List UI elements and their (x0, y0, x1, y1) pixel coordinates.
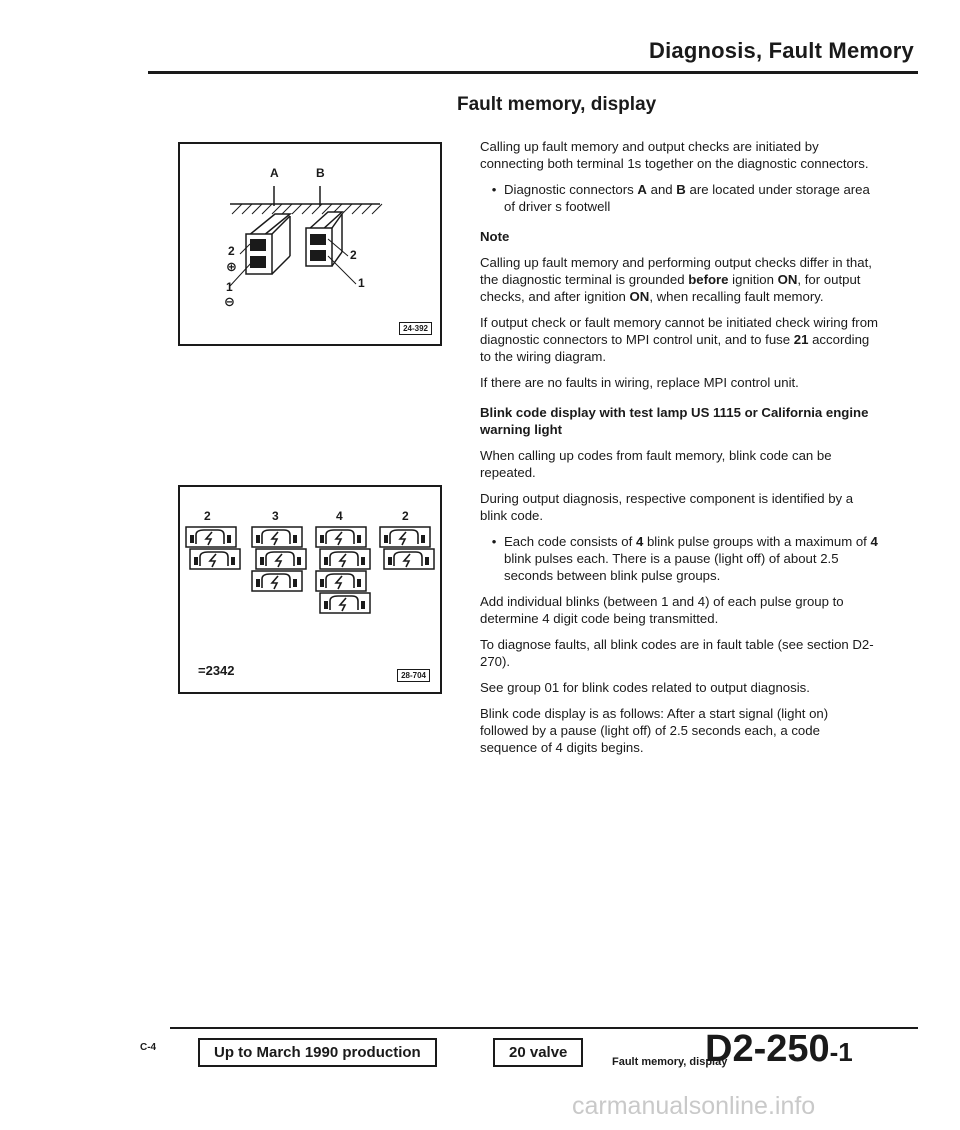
connector-b-ref: B (676, 182, 686, 197)
page-header-title: Diagnosis, Fault Memory (649, 38, 914, 63)
bullet-connector-location (480, 181, 880, 215)
paragraph-repeat-codes: When calling up codes from fault memory, blink code can be repeated. (480, 448, 832, 480)
blink-lamp-icon (316, 527, 366, 547)
blink-group-1-count: 2 (204, 509, 211, 523)
paragraph-add-blinks: Add individual blinks (between 1 and 4) of each pulse group to determine 4 digit code being transmitted. (480, 594, 844, 626)
plus-terminal-icon: ⊕ (226, 259, 237, 274)
footer-production-box: Up to March 1990 production (198, 1038, 437, 1067)
bullet-dot: • (491, 534, 497, 549)
terminal-2-left-label: 2 (228, 244, 235, 258)
blink-lamp-icon (190, 549, 240, 569)
paragraph-output-diagnosis: During output diagnosis, respective component is identified by a blink code. (480, 491, 854, 523)
blink-lamp-icon (252, 571, 302, 591)
blink-lamp-icon (320, 549, 370, 569)
section-title: Fault memory, display (457, 94, 657, 115)
paragraph-wiring-check: If output check or fault memory cannot be initiated check wiring from diagnostic connectors to MPI control unit, and to fuse 21 according to the wiring diagram. (480, 315, 879, 364)
footer-valve-box: 20 valve (493, 1038, 583, 1067)
paragraph-note: Calling up fault memory and performing output checks differ in that, the diagnostic terminal is grounded before ignition ON, for output checks, and after ignition ON, when recalling fault memory. (480, 255, 872, 304)
figure-reference-number: 28-704 (397, 669, 430, 682)
connector-b (306, 186, 342, 266)
page-number-sub: -1 (829, 1037, 853, 1067)
blink-group-4-count: 2 (402, 509, 409, 523)
blink-lamp-icon (320, 593, 370, 613)
bullet-dot: • (491, 182, 497, 197)
bullet-text: Diagnostic connectors (504, 182, 638, 197)
footer-section-name: Fault memory, display (612, 1056, 728, 1068)
paragraph-fault-table: To diagnose faults, all blink codes are in fault table (see section D2-270). (480, 637, 874, 669)
blink-group-3-count: 4 (336, 509, 343, 523)
terminal-1-right-label: 1 (358, 276, 365, 290)
blink-lamp-icon (384, 549, 434, 569)
terminal-2-right-label: 2 (350, 248, 357, 262)
connector-b-label: B (316, 166, 325, 180)
paragraph-display-sequence: Blink code display is as follows: After a start signal (light on) followed by a pause (light off) of 2.5 seconds each, a code sequence of 4 digits begins. (480, 706, 829, 755)
blink-lamp-icon (252, 527, 302, 547)
figure-reference-number: 24-392 (399, 322, 432, 335)
bullet-pulse-groups: • Each code consists of 4 blink pulse groups with a maximum of 4 blink pulses each. There is a pause (light off) of about 2.5 seconds between blink pulse groups. (480, 533, 880, 584)
blink-lamp-grid (180, 487, 440, 657)
connector-drawing (180, 144, 440, 344)
paragraph-replace-unit: If there are no faults in wiring, replace MPI control unit. (480, 375, 799, 390)
blink-group-2-count: 3 (272, 509, 279, 523)
watermark-logo: carmanualsonline.info (572, 1092, 816, 1120)
connector-a (246, 186, 290, 274)
connector-a-label: A (270, 166, 279, 180)
blink-code-result: =2342 (198, 663, 235, 678)
connector-illustration (178, 142, 442, 346)
connector-a-ref: A (637, 182, 647, 197)
blink-lamp-icon (316, 571, 366, 591)
terminal-1-left-label: 1 (226, 280, 233, 294)
bullet-text: and (646, 182, 677, 197)
header-rule (148, 71, 918, 74)
bullet-text: are located under storage area of driver s footwell (504, 182, 870, 214)
surface-hatch (232, 204, 382, 214)
paragraph-group-01: See group 01 for blink codes related to output diagnosis. (480, 680, 810, 695)
note-heading: Note (480, 229, 510, 244)
blink-code-illustration (178, 485, 442, 694)
blink-code-heading: Blink code display with test lamp US 1115 or California engine warning light (480, 405, 869, 437)
instruction-text (480, 138, 880, 765)
footer-page-number (705, 1028, 853, 1071)
paragraph-intro: Calling up fault memory and output checks are initiated by connecting both terminal 1s together on the diagnostic connectors. (480, 139, 869, 171)
blink-lamp-icon (256, 549, 306, 569)
footer-page-code: C-4 (140, 1042, 157, 1053)
page-number-main: D2-250 (705, 1028, 830, 1070)
minus-terminal-icon: ⊖ (224, 294, 235, 309)
blink-lamp-icon (380, 527, 430, 547)
blink-lamp-icon (186, 527, 236, 547)
